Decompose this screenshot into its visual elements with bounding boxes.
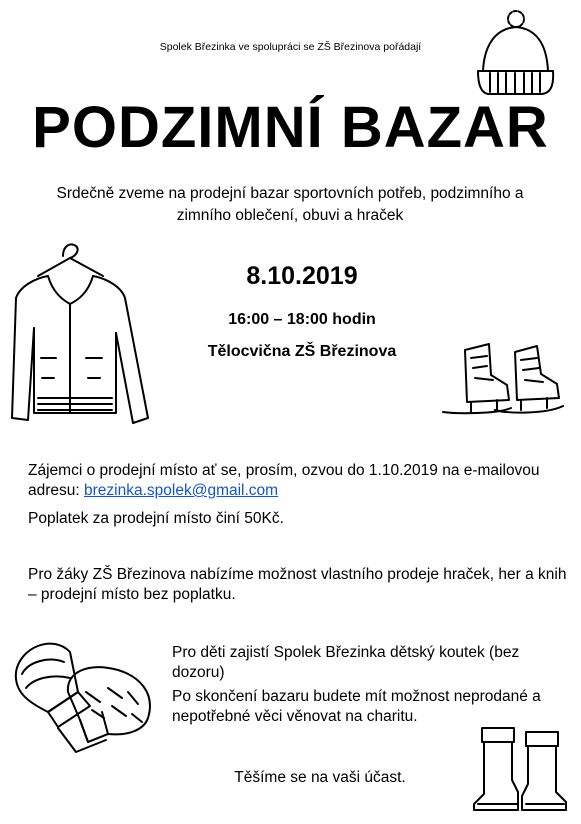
charity-paragraph: Po skončení bazaru budete mít možnost neprodané a nepotřebné věci věnovat na charitu. xyxy=(172,688,541,725)
fee-paragraph: Poplatek za prodejní místo činí 50Kč. xyxy=(28,510,284,527)
thanks-line: Těšíme se na vaši účast. xyxy=(234,769,406,786)
contact-text: Zájemci o prodejní místo ať se, prosím, ozvou do 1.10.2019 na e-mailovou adresu: xyxy=(28,462,540,499)
intro-line-2: zimního oblečení, obuvi a hraček xyxy=(176,207,404,224)
winter-hat-icon xyxy=(470,5,560,97)
boots-icon xyxy=(470,722,570,816)
event-date: 8.10.2019 xyxy=(246,262,358,290)
intro-line-1: Srdečně zveme na prodejní bazar sportovních potřeb, podzimního a xyxy=(56,185,524,202)
page-title: PODZIMNÍ BAZAR xyxy=(32,95,549,160)
event-place: Tělocvična ZŠ Březinova xyxy=(207,343,397,360)
contact-email-link[interactable]: brezinka.spolek@gmail.com xyxy=(84,482,279,499)
intro-text xyxy=(30,183,550,227)
jacket-icon xyxy=(8,238,158,443)
ice-skates-icon xyxy=(437,330,572,425)
event-time: 16:00 – 18:00 hodin xyxy=(228,311,376,328)
mittens-icon xyxy=(8,632,163,762)
pupils-paragraph: Pro žáky ZŠ Březinova nabízíme možnost vlastního prodeje hraček, her a knih – prodejní místo bez poplatku. xyxy=(28,566,567,603)
contact-paragraph xyxy=(28,461,558,501)
organizer-line: Spolek Březinka ve spolupráci se ZŠ Březinova pořádají xyxy=(159,41,422,53)
kids-corner-paragraph: Pro děti zajistí Spolek Březinka dětský koutek (bez dozoru) xyxy=(172,644,520,681)
